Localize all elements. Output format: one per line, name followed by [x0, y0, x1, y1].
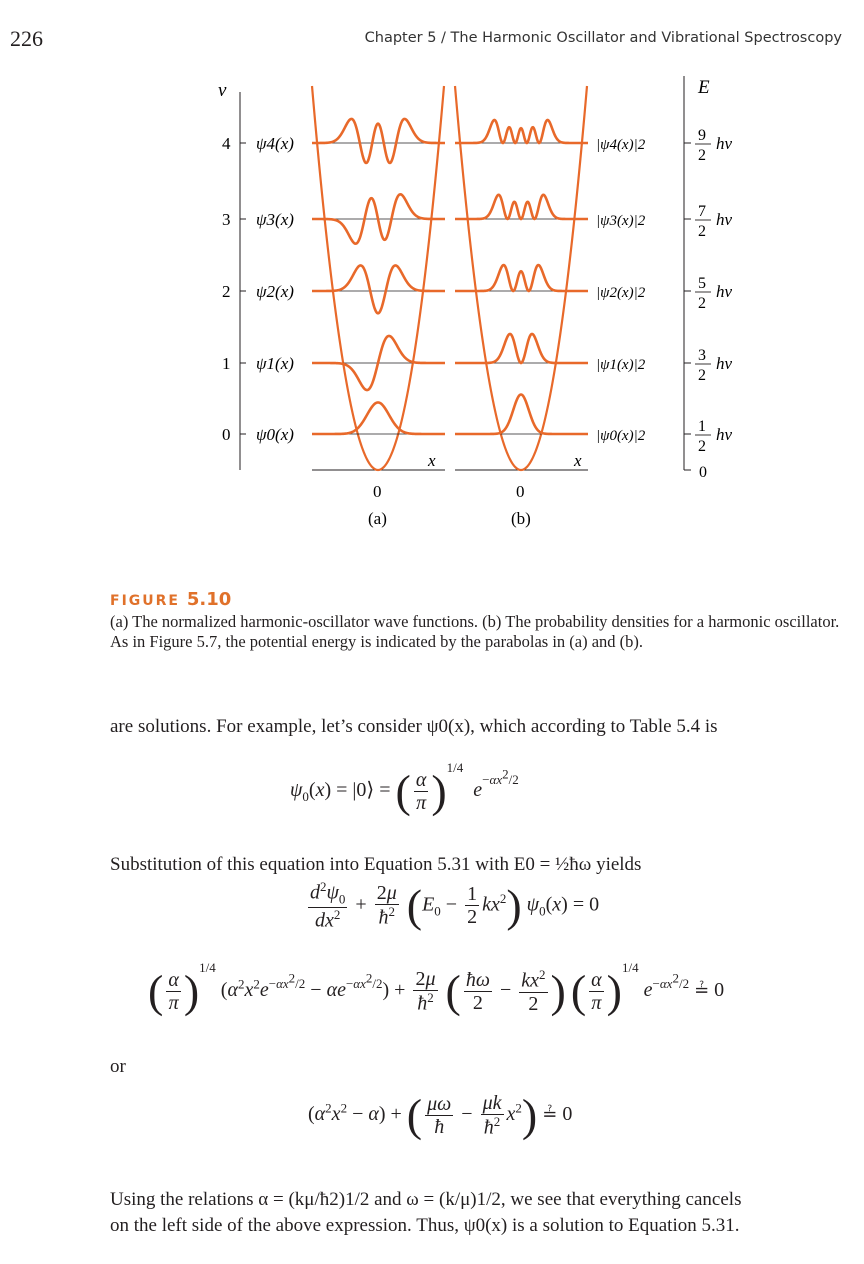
e-numerator-0: 1	[698, 418, 706, 435]
density-label-2: |ψ2(x)|2	[596, 285, 646, 301]
potential-parabola	[312, 86, 444, 470]
e-unit-1: hν	[716, 354, 733, 373]
figure-word: FIGURE	[110, 593, 180, 609]
v-axis-label: v	[218, 80, 227, 101]
figure-caption-text: (a) The normalized harmonic-oscillator wave functions. (b) The probability densities for a harmonic oscillator. As in Figure 5.7, the potential energy is indicated by the parabolas in (a) and (b).	[110, 612, 840, 651]
probability-density-1	[455, 334, 588, 363]
e-denominator-3: 2	[698, 223, 706, 240]
wavefunction-4	[312, 119, 445, 163]
v-value-1: 1	[222, 354, 231, 373]
e-denominator-4: 2	[698, 147, 706, 164]
e-unit-0: hν	[716, 425, 733, 444]
probability-density-0	[455, 395, 588, 434]
paragraph-3-line-2: on the left side of the above expression. Thus, ψ0(x) is a solution to Equation 5.31.	[110, 1215, 740, 1236]
probability-density-3	[455, 195, 588, 219]
paragraph-3-line-1: Using the relations α = (kμ/ħ2)1/2 and ω = (k/μ)1/2, we see that everything cancels	[110, 1189, 742, 1210]
paragraph-2: Substitution of this equation into Equation 5.31 with E0 = ½ħω yields	[110, 854, 642, 875]
figure-number: 5.10	[186, 589, 232, 610]
x-label-b: x	[574, 451, 582, 470]
density-label-0: |ψ0(x)|2	[596, 428, 646, 444]
wavefunction-0	[312, 402, 445, 434]
e-numerator-2: 5	[698, 275, 706, 292]
equation-simplified: $(\alpha^2x^2 - \alpha)$ + ( $\frac{\mu\omega}{ħ}$ − $\frac{\mu k}{ħ^2}$ $x^2$) ≟ 0	[308, 1089, 573, 1141]
wavefunction-1	[312, 336, 445, 390]
density-label-1: |ψ1(x)|2	[596, 357, 646, 373]
level-labels-left	[222, 134, 294, 444]
equation-substitution: ( $\frac{\alpha}{\pi}$ )$^{1/4}$ $(\alpha^2x^2e^{-\alpha x^2/2} - \alpha e^{-\alpha x^2/2})$ + $\frac{2\mu}{ħ^2}$ ( $\frac{ħ\omega}{2}$ − $\frac{kx^2}{2}$ ) ( $\frac{\alpha}{\pi}$ )$^{1/4}$ $e^{-\alpha x^2/2}$ ≟ 0	[148, 960, 725, 1017]
e-unit-2: hν	[716, 282, 733, 301]
psi-label-1: ψ1(x)	[256, 354, 294, 373]
psi-label-3: ψ3(x)	[256, 210, 294, 229]
energy-labels-right	[596, 127, 733, 455]
e-numerator-3: 7	[698, 203, 706, 220]
v-value-2: 2	[222, 282, 231, 301]
panel-label-a: (a)	[368, 509, 387, 528]
v-value-3: 3	[222, 210, 231, 229]
e-numerator-1: 3	[698, 347, 706, 364]
equation-psi0: $\psi_0(x)$ = |0⟩ = ( $\frac{\alpha}{\pi}$ )$^{1/4}$ $e^{-\alpha x^2/2}$	[290, 760, 519, 817]
probability-density-4	[455, 120, 588, 143]
e-denominator-2: 2	[698, 295, 706, 312]
figure-caption-label	[110, 589, 231, 610]
psi-label-2: ψ2(x)	[256, 282, 294, 301]
v-value-4: 4	[222, 134, 231, 153]
e-zero-label: 0	[699, 464, 707, 481]
page-number: 226	[10, 26, 43, 51]
x-label-a: x	[428, 451, 436, 470]
origin-label-b: 0	[516, 482, 525, 501]
v-value-0: 0	[222, 425, 231, 444]
panel-label-b: (b)	[511, 509, 531, 528]
e-axis-label: E	[698, 77, 710, 98]
equation-schrodinger: $\frac{d^2\psi_0}{dx^2}$ + $\frac{2\mu}{ħ^2}$ ($E_0$ − $\frac{1}{2}$ $kx^2$) $\psi_0(x) = 0$	[310, 879, 600, 932]
figure-harmonic-oscillator	[0, 60, 864, 535]
densities-panel-b	[455, 86, 588, 470]
e-denominator-1: 2	[698, 367, 706, 384]
wavefunctions-panel-a	[312, 86, 445, 470]
or-word: or	[110, 1056, 126, 1077]
psi-label-4: ψ4(x)	[256, 134, 294, 153]
e-numerator-4: 9	[698, 127, 706, 144]
running-head: Chapter 5 / The Harmonic Oscillator and Vibrational Spectroscopy	[364, 30, 842, 46]
density-label-4: |ψ4(x)|2	[596, 137, 646, 153]
e-unit-4: hν	[716, 134, 733, 153]
e-unit-3: hν	[716, 210, 733, 229]
density-label-3: |ψ3(x)|2	[596, 213, 646, 229]
wavefunction-3	[312, 194, 445, 243]
origin-label-a: 0	[373, 482, 382, 501]
e-denominator-0: 2	[698, 438, 706, 455]
paragraph-1: are solutions. For example, let’s consider ψ0(x), which according to Table 5.4 is	[110, 716, 718, 737]
psi-label-0: ψ0(x)	[256, 425, 294, 444]
